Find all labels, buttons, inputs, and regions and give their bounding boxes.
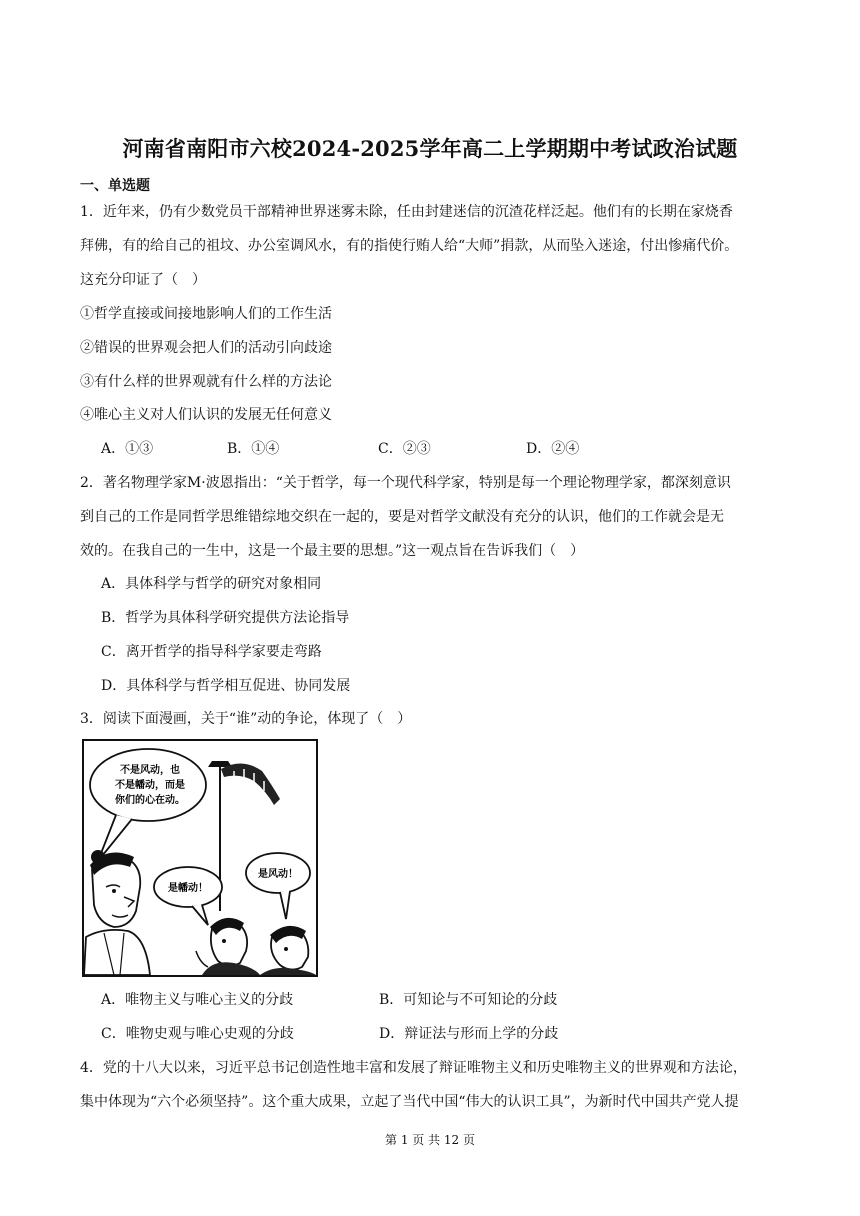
section-heading: 一、单选题	[80, 178, 150, 194]
q4-stem-line-1: 4．党的十八大以来，习近平总书记创造性地丰富和发展了辩证唯物主义和历史唯物主义的世界观和方法论，	[80, 1060, 747, 1076]
q1-statement-1: ①哲学直接或间接地影响人们的工作生活	[80, 306, 332, 322]
bubble-large-line-3: 你们的心在动。	[115, 795, 185, 806]
page-title: 河南省南阳市六校2024-2025学年高二上学期期中考试政治试题	[122, 136, 738, 161]
q1-stem-line-1: 1．近年来，仍有少数党员干部精神世界迷雾未除，任由封建迷信的沉渣花样泛起。他们有的长期在家烧香	[80, 204, 733, 220]
bubble-left-text: 是幡动！	[168, 883, 208, 894]
q2-option-b[interactable]: B．哲学为具体科学研究提供方法论指导	[101, 610, 350, 626]
q4-stem-line-2: 集中体现为“六个必须坚持”。这个重大成果，立起了当代中国“伟大的认识工具”，为新时代中国共产党人提	[80, 1094, 739, 1110]
monk-figure-middle-icon	[196, 918, 260, 975]
speech-bubble-left	[154, 867, 222, 925]
q1-statement-4: ④唯心主义对人们认识的发展无任何意义	[80, 407, 332, 423]
page-footer: 第 1 页 共 12 页	[385, 1133, 475, 1147]
q1-statement-2: ②错误的世界观会把人们的活动引向歧途	[80, 340, 332, 356]
bubble-large-line-1: 不是风动，也	[120, 765, 180, 776]
bubble-large-line-2: 不是幡动，而是	[115, 780, 185, 791]
q3-option-d[interactable]: D．辩证法与形而上学的分歧	[379, 1026, 559, 1042]
speech-bubble-large	[90, 749, 206, 861]
bubble-right-text: 是风动！	[258, 869, 298, 880]
q1-statement-3: ③有什么样的世界观就有什么样的方法论	[80, 374, 332, 390]
q3-option-b[interactable]: B．可知论与不可知论的分歧	[379, 992, 558, 1008]
q1-option-a[interactable]: A．①③	[101, 441, 154, 457]
monk-figure-right-icon	[260, 926, 316, 975]
q3-cartoon	[82, 739, 318, 977]
q1-option-b[interactable]: B．①④	[227, 441, 280, 457]
q2-option-d[interactable]: D．具体科学与哲学相互促进、协同发展	[101, 678, 351, 694]
monk-figure-left-icon	[84, 850, 150, 975]
q2-stem-line-1: 2．著名物理学家M·波恩指出：“关于哲学，每一个现代科学家，特别是每一个理论物理学家，都深刻意识	[80, 475, 731, 491]
q2-option-a[interactable]: A．具体科学与哲学的研究对象相同	[101, 576, 322, 592]
q1-stem-line-3: 这充分印证了（ ）	[80, 272, 206, 288]
q3-option-c[interactable]: C．唯物史观与唯心史观的分歧	[101, 1026, 294, 1042]
q3-stem: 3．阅读下面漫画，关于“谁”动的争论，体现了（ ）	[80, 711, 412, 727]
q1-stem-line-2: 拜佛，有的给自己的祖坟、办公室调风水，有的指使行贿人给“大师”捐款，从而坠入迷途，付出惨痛代价。	[80, 238, 739, 254]
q2-option-c[interactable]: C．离开哲学的指导科学家要走弯路	[101, 644, 322, 660]
q1-option-c[interactable]: C．②③	[378, 441, 431, 457]
speech-bubble-right	[246, 853, 310, 919]
q1-option-d[interactable]: D．②④	[526, 441, 580, 457]
q2-stem-line-2: 到自己的工作是同哲学思维错综地交织在一起的，要是对哲学文献没有充分的认识，他们的工作就会是无	[80, 509, 724, 525]
q3-option-a[interactable]: A．唯物主义与唯心主义的分歧	[101, 992, 294, 1008]
q2-stem-line-3: 效的。在我自己的一生中，这是一个最主要的思想。”这一观点旨在告诉我们（ ）	[80, 543, 585, 559]
